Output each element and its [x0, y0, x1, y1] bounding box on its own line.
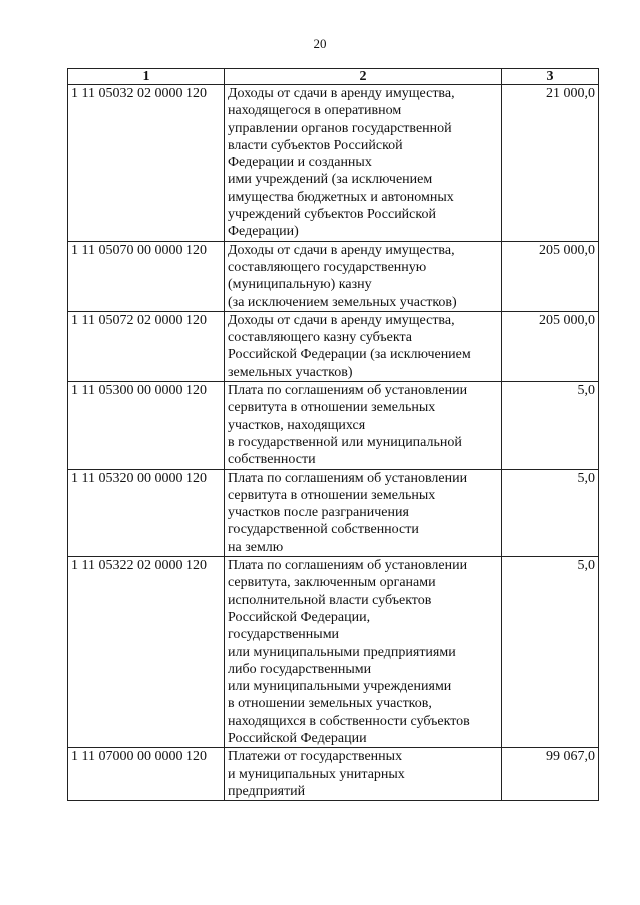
- revenue-description: Платежи от государственных и муниципальных унитарных предприятий: [225, 748, 502, 801]
- revenue-amount: 5,0: [502, 382, 599, 469]
- revenue-code: 1 11 05322 02 0000 120: [68, 557, 225, 748]
- table-row: [68, 469, 599, 556]
- table-row: [68, 382, 599, 469]
- page-number: 20: [313, 36, 327, 51]
- revenue-amount: 5,0: [502, 469, 599, 556]
- revenue-amount: 99 067,0: [502, 748, 599, 801]
- revenue-description: Доходы от сдачи в аренду имущества, составляющего казну субъекта Российской Федерации (за исключением земельных участков): [225, 311, 502, 381]
- table-header-row: [68, 69, 599, 85]
- table-row: [68, 557, 599, 748]
- budget-revenue-table: [67, 68, 599, 801]
- revenue-description: Плата по соглашениям об установлении сервитута, заключенным органами исполнительной власти субъектов Российской Федерации, государственными или муниципальными предприятиями либо государственными или муниципальными учреждениями в отношении земельных участков, находящихся в собственности субъектов Российской Федерации: [225, 557, 502, 748]
- revenue-description: Плата по соглашениям об установлении сервитута в отношении земельных участков после разграничения государственной собственности на землю: [225, 469, 502, 556]
- revenue-description: Доходы от сдачи в аренду имущества, составляющего государственную (муниципальную) казну (за исключением земельных участков): [225, 241, 502, 311]
- revenue-code: 1 11 05070 00 0000 120: [68, 241, 225, 311]
- revenue-code: 1 11 05032 02 0000 120: [68, 85, 225, 242]
- table-row: [68, 748, 599, 801]
- revenue-amount: 205 000,0: [502, 311, 599, 381]
- revenue-amount: 21 000,0: [502, 85, 599, 242]
- revenue-description: Плата по соглашениям об установлении сервитута в отношении земельных участков, находящихся в государственной или муниципальной собственности: [225, 382, 502, 469]
- revenue-code: 1 11 05300 00 0000 120: [68, 382, 225, 469]
- revenue-code: 1 11 07000 00 0000 120: [68, 748, 225, 801]
- column-header-amount: 3: [502, 69, 599, 85]
- column-header-code: 1: [68, 69, 225, 85]
- revenue-description: Доходы от сдачи в аренду имущества, находящегося в оперативном управлении органов государственной власти субъектов Российской Федерации и созданных ими учреждений (за исключением имущества бюджетных и автономных учреждений субъектов Российской Федерации): [225, 85, 502, 242]
- revenue-amount: 205 000,0: [502, 241, 599, 311]
- revenue-amount: 5,0: [502, 557, 599, 748]
- column-header-description: 2: [225, 69, 502, 85]
- table-row: [68, 311, 599, 381]
- revenue-code: 1 11 05072 02 0000 120: [68, 311, 225, 381]
- table-row: [68, 85, 599, 242]
- revenue-code: 1 11 05320 00 0000 120: [68, 469, 225, 556]
- table-row: [68, 241, 599, 311]
